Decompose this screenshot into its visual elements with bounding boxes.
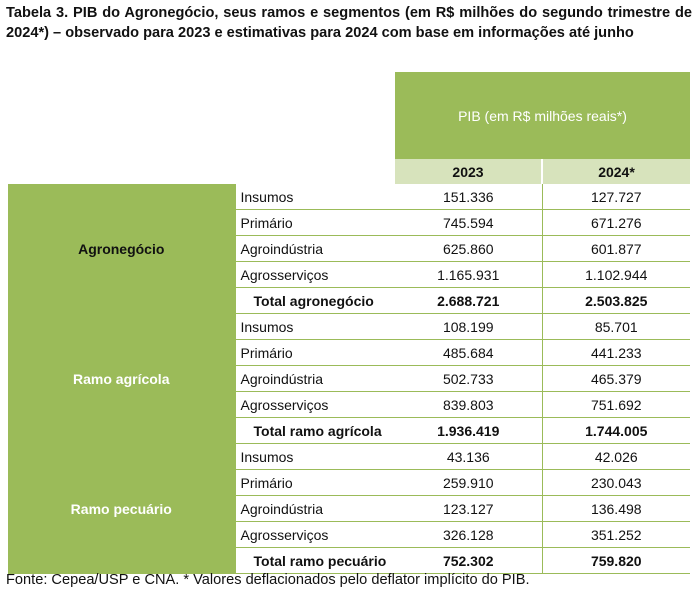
source-footnote: Fonte: Cepea/USP e CNA. * Valores deflacionados pelo deflator implícito do PIB. [6,572,530,588]
value-2023: 625.860 [395,236,542,262]
value-2023: 485.684 [395,340,542,366]
value-2024: 85.701 [542,314,690,340]
value-2024: 1.102.944 [542,262,690,288]
value-2024: 136.498 [542,496,690,522]
total-row-label: Total ramo agrícola [235,418,395,444]
empty-corner [235,72,395,159]
value-2024: 601.877 [542,236,690,262]
row-label: Agroindústria [235,366,395,392]
gdp-table [8,72,690,574]
row-label: Agrosserviços [235,522,395,548]
value-2023: 1.165.931 [395,262,542,288]
value-2024: 751.692 [542,392,690,418]
value-2023: 43.136 [395,444,542,470]
value-2024: 465.379 [542,366,690,392]
empty-corner [8,159,235,184]
empty-corner [235,159,395,184]
value-2023: 745.594 [395,210,542,236]
year-2023-header: 2023 [395,159,542,184]
row-label: Agroindústria [235,496,395,522]
value-2023: 108.199 [395,314,542,340]
value-2023: 151.336 [395,184,542,210]
total-value-2023: 752.302 [395,548,542,574]
empty-corner [8,72,235,159]
row-label: Agrosserviços [235,392,395,418]
year-2024-header: 2024* [542,159,690,184]
row-label: Primário [235,340,395,366]
row-label: Primário [235,210,395,236]
value-2024: 127.727 [542,184,690,210]
group-label-ramo-pecuario: Ramo pecuário [8,444,235,574]
value-2023: 259.910 [395,470,542,496]
value-2023: 839.803 [395,392,542,418]
total-value-2024: 2.503.825 [542,288,690,314]
row-label: Insumos [235,314,395,340]
row-label: Agroindústria [235,236,395,262]
total-value-2024: 1.744.005 [542,418,690,444]
total-row-label: Total agronegócio [235,288,395,314]
value-2024: 441.233 [542,340,690,366]
total-value-2024: 759.820 [542,548,690,574]
row-label: Insumos [235,184,395,210]
value-2023: 123.127 [395,496,542,522]
total-value-2023: 2.688.721 [395,288,542,314]
value-2023: 326.128 [395,522,542,548]
table-caption: Tabela 3. PIB do Agronegócio, seus ramos e segmentos (em R$ milhões do segundo trimestre de 2024*) – observado para 2023 e estimativas para 2024 com base em informações até junho [6,5,692,41]
group-label-agronegocio: Agronegócio [8,184,235,314]
value-2023: 502.733 [395,366,542,392]
group-label-ramo-agricola: Ramo agrícola [8,314,235,444]
row-label: Insumos [235,444,395,470]
row-label: Primário [235,470,395,496]
total-row-label: Total ramo pecuário [235,548,395,574]
value-2024: 42.026 [542,444,690,470]
row-label: Agrosserviços [235,262,395,288]
value-2024: 230.043 [542,470,690,496]
total-value-2023: 1.936.419 [395,418,542,444]
value-2024: 671.276 [542,210,690,236]
value-2024: 351.252 [542,522,690,548]
pib-column-header: PIB (em R$ milhões reais*) [395,72,690,159]
